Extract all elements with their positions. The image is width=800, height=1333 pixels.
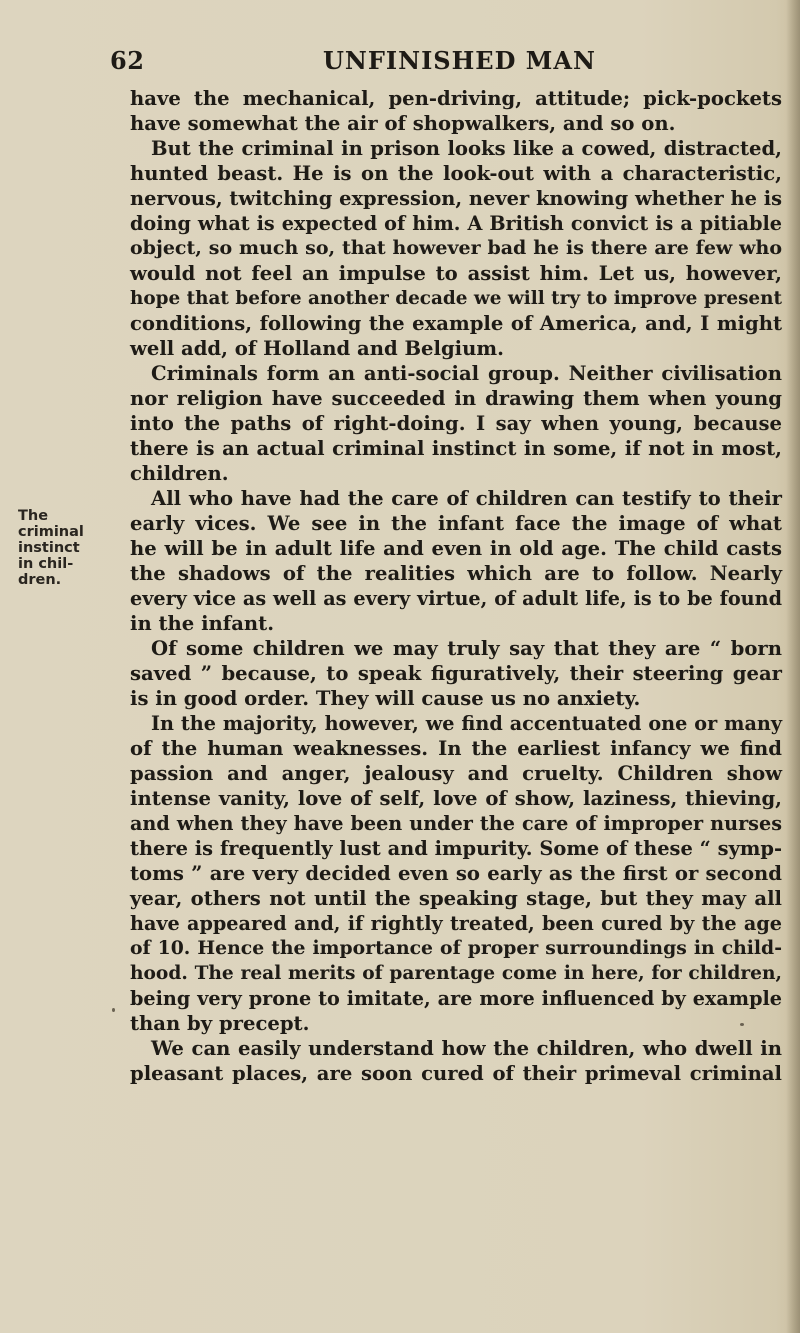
text-line: object, so much so, that however bad he is there are few who [130, 237, 782, 259]
text-line: into the paths of right-doing. I say when young, because [130, 412, 782, 435]
margin-note [18, 508, 108, 588]
text-line: the shadows of the realities which are to follow. Nearly [130, 562, 782, 585]
text-line: there is frequently lust and impurity. Some of these “ symp- [130, 837, 782, 860]
margin-note-line: criminal [18, 524, 84, 540]
page-edge-shadow [786, 0, 800, 1333]
text-line: is in good order. They will cause us no anxiety. [130, 687, 641, 710]
text-line: have appeared and, if rightly treated, been cured by the age [130, 912, 782, 935]
text-line: he will be in adult life and even in old age. The child casts [130, 537, 782, 560]
text-line: passion and anger, jealousy and cruelty. Children show [130, 762, 782, 785]
text-line: intense vanity, love of self, love of show, laziness, thieving, [130, 787, 782, 810]
running-title: UNFINISHED MAN [323, 46, 596, 75]
margin-note-line: dren. [18, 572, 62, 588]
text-line: We can easily understand how the children, who dwell in [151, 1037, 782, 1060]
text-line: in the infant. [130, 612, 275, 635]
text-line: year, others not until the speaking stage, but they may all [130, 887, 782, 910]
text-line: hunted beast. He is on the look-out with a characteristic, [130, 162, 782, 185]
text-line: toms ” are very decided even so early as the first or second [130, 862, 782, 885]
text-line: of 10. Hence the importance of proper surroundings in child- [130, 937, 782, 959]
text-line: well add, of Holland and Belgium. [130, 337, 504, 360]
margin-note-line: The [18, 508, 49, 524]
page-header [110, 46, 766, 80]
paper-speck [740, 1023, 744, 1026]
text-line: saved ” because, to speak figuratively, their steering gear [130, 662, 782, 685]
text-line: and when they have been under the care of improper nurses [130, 812, 782, 835]
margin-note-line: in chil- [18, 556, 74, 572]
text-line: Of some children we may truly say that they are “ born [151, 637, 782, 660]
text-line: nervous, twitching expression, never knowing whether he is [130, 187, 782, 210]
text-line: there is an actual criminal instinct in some, if not in most, [130, 437, 782, 460]
text-line: pleasant places, are soon cured of their primeval criminal [130, 1062, 782, 1085]
text-line: doing what is expected of him. A British convict is a pitiable [130, 212, 782, 235]
text-line: every vice as well as every virtue, of adult life, is to be found [130, 587, 782, 610]
text-line: have somewhat the air of shopwalkers, and so on. [130, 112, 676, 135]
text-line: being very prone to imitate, are more influenced by example [130, 987, 782, 1010]
text-line: Criminals form an anti-social group. Neither civilisation [151, 362, 782, 385]
text-line: In the majority, however, we find accentuated one or many [151, 712, 782, 735]
text-line: early vices. We see in the infant face the image of what [130, 512, 782, 535]
text-line: hood. The real merits of parentage come in here, for children, [130, 963, 782, 984]
text-line: have the mechanical, pen-driving, attitude; pick-pockets [130, 87, 782, 110]
text-line: nor religion have succeeded in drawing them when young [130, 387, 782, 410]
text-line: children. [130, 462, 229, 485]
text-line: hope that before another decade we will try to improve present [130, 288, 782, 309]
body-text [130, 86, 782, 1086]
text-line: of the human weaknesses. In the earliest infancy we find [130, 737, 782, 760]
page-number: 62 [110, 46, 145, 75]
text-line: than by precept. [130, 1012, 310, 1035]
text-line: But the criminal in prison looks like a cowed, distracted, [151, 137, 782, 160]
margin-note-line: instinct [18, 540, 80, 556]
text-line: All who have had the care of children can testify to their [151, 487, 782, 510]
text-line: would not feel an impulse to assist him. Let us, however, [130, 262, 782, 285]
paper-speck [112, 1008, 115, 1012]
text-line: conditions, following the example of America, and, I might [130, 312, 782, 335]
